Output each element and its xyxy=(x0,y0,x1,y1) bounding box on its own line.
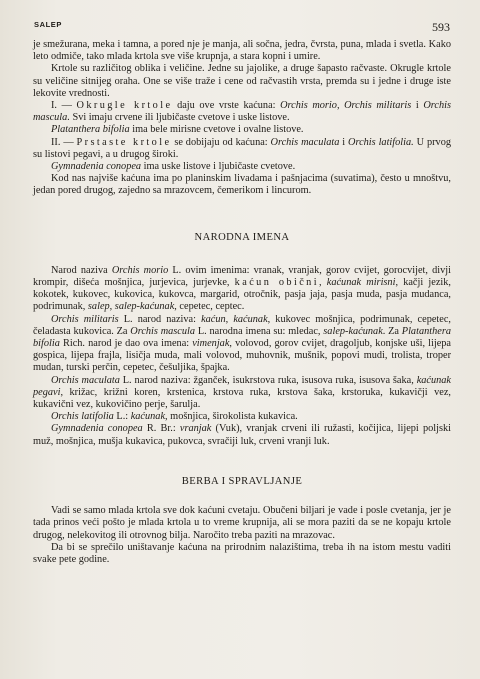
species-name: Orchis mascula. xyxy=(33,100,451,124)
paragraph: Vadi se samo mlada krtola sve dok kaćuni cvetaju. Obučeni biljari je vade i posle cvetanja, jer je tada prinos veći pošto je mlada krtola u to vreme krupnija, ali se mora paziti da se ne kopaju krtole drugog, nelekovitog ili otrovnog bilja. Naročito treba paziti na mrazovac. xyxy=(33,505,451,541)
paragraph: Narod naziva Orchis morio L. ovim imenima: vranak, vranjak, gorov cvijet, gorocvijet, divji krompir, dišeća mošnjica, jurjevica, jurjevke, kaćun obični, kaćunak mirisni, kačji jezik, kokotek, kukovec, kukovica, kukovca, margarid, otročnik, pasja jaja, pasja muda, pasja mudanca, podrimunak, salep, salep-kaćunak, cepetec, ceptec. xyxy=(33,264,452,313)
spaced-term: Prstaste krtole xyxy=(76,136,172,148)
paragraph: Orchis militaris L. narod naziva: kaćun, kaćunak, kukovec mošnjica, podrimunak, cepetec, čeladasta kukovica. Za Orchis mascula L. narodna imena su: mledac, salep-kaćunak. Za Platanthera bifolia Rich. narod je dao ova imena: vimenjak, volovod, gorov cvijet, dragoljub, konjske uši, lijepa gospica, lijepa frajla, lisičja muda, mali volovod, muhovnik, mušnik, popovi mudi, trolista, troper mudan, turski perčin, cepetec, češuljika, špajka. xyxy=(33,313,451,374)
paragraph: Platanthera bifolia ima bele mirisne cvetove i ovalne listove. xyxy=(51,124,304,136)
species-name: Gymnadenia conopea xyxy=(51,161,142,173)
paragraph: je smežurana, meka i tamna, a pored nje je manja, ali sočna, jedra, čvrsta, puna, mlada i svetla. Kako leto odmiče, tako mlada krtola sve više krupnja, a stara kopni i umire. xyxy=(33,39,451,63)
species-name: Gymnadenia conopea xyxy=(51,423,143,435)
paragraph: I. — Okrugle krtole daju ove vrste kaćuna: Orchis morio, Orchis militaris i Orchis mascula. Svi imaju crvene ili ljubičaste cvetove i uske listove. xyxy=(33,100,451,124)
species-name: Platanthera bifolia xyxy=(33,325,451,350)
paragraph: Kod nas najviše kaćuna ima po planinskim livadama i pašnjacima (suvatima), često u mnoštvu, jedan pored drugog, zajedno sa mrazovcem, čemerikom i lincurom. xyxy=(33,173,451,197)
species-name: Orchis morio xyxy=(111,264,169,276)
paragraph: Gymnadenia conopea R. Br.: vranjak (Vuk), vranjak crveni ili ružasti, kočijica, lijepi poljski muž, mošnjica, mušja kukavica, pukovca, svračiji luk, crveni vranji luk. xyxy=(33,423,451,447)
section-heading-berba: BERBA I SPRAVLJANJE xyxy=(181,475,303,487)
page-body xyxy=(33,39,451,566)
species-name: Platanthera bifolia xyxy=(51,124,130,136)
species-name: Orchis latifolia. xyxy=(348,136,414,148)
species-name: Orchis maculata xyxy=(51,374,120,386)
running-head: SALEP xyxy=(34,20,63,29)
spaced-term: Okrugle krtole xyxy=(76,100,173,112)
species-name: Orchis latifolia xyxy=(51,411,114,423)
spaced-term: kaćun obični xyxy=(234,277,319,289)
paragraph: Da bi se sprečilo uništavanje kaćuna na prirodnim nalazištima, treba ih na istom mestu vaditi svake pete godine. xyxy=(33,541,451,565)
paragraph: II. — Prstaste krtole se dobijaju od kaćuna: Orchis maculata i Orchis latifolia. U prvog su listovi pegavi, a u drugog široki. xyxy=(33,136,452,160)
species-name: Orchis mascula xyxy=(130,325,196,337)
paragraph: Gymnadenia conopea ima uske listove i ljubičaste cvetove. xyxy=(51,161,296,173)
paragraph: Krtole su različitog oblika i veličine. Jedne su jajolike, a druge šapasto račvaste. Okrugle krtole su veličine sitnijeg oraha. One se više traže i cene od račvastih vrsta, premda su i jedne i druge iste lekovite vrednosti. xyxy=(33,63,451,99)
species-name: Orchis morio, Orchis militaris xyxy=(280,100,412,112)
section-heading-narodna-imena: NARODNA IMENA xyxy=(194,231,290,243)
species-name: Orchis maculata xyxy=(270,136,340,148)
species-name: Orchis militaris xyxy=(51,313,119,325)
page-number: 593 xyxy=(432,20,450,34)
paragraph: Orchis maculata L. narod naziva: žganček, isukrstova ruka, isusova ruka, isusova šaka, kaćunak pegavi, križac, križni koren, krstenica, krstova ruka, krstova šaka, krstoruka, kukavičji vez, kukavični vez, kukovičino perje, šarulja. xyxy=(33,374,451,411)
paragraph: Orchis latifolia L.: kaćunak, mošnjica, širokolista kukavica. xyxy=(51,411,298,423)
